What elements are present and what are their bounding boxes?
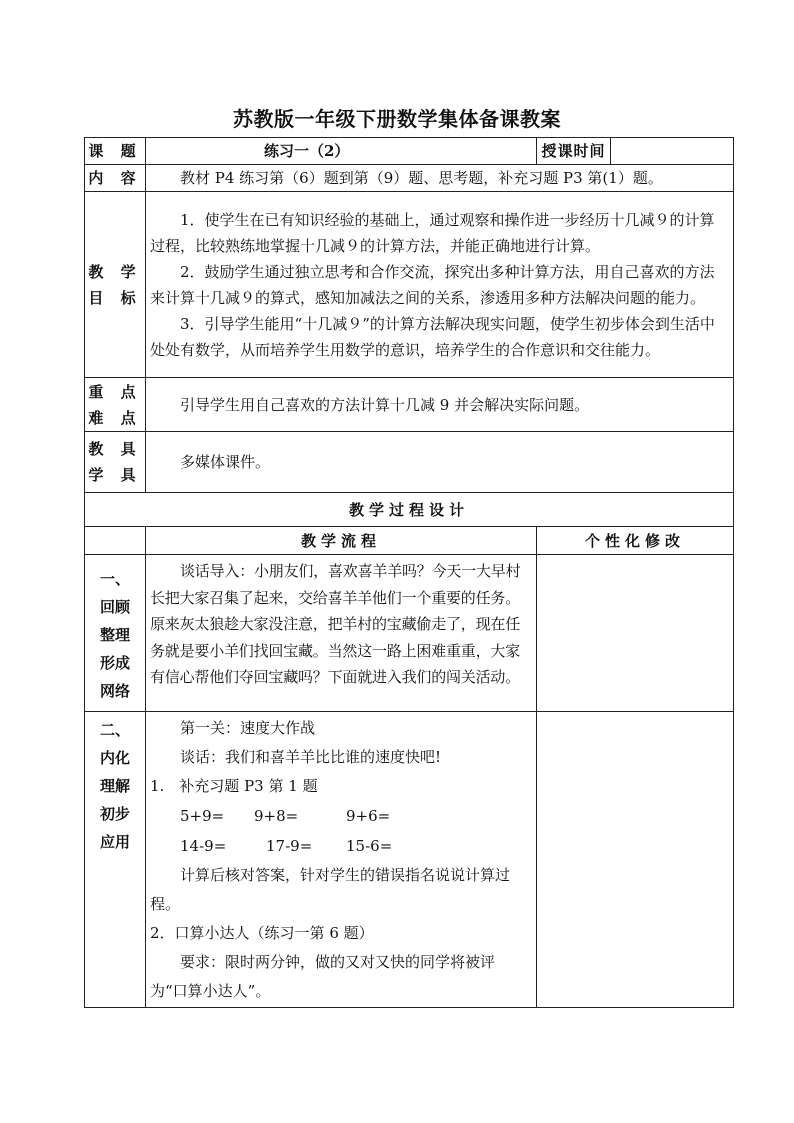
item1-title: 1. 补充习题 P3 第 1 题 [150,777,318,795]
calc-expression: 9+8= [254,807,299,825]
calc-row [150,831,532,861]
calc-expression: 14-9= [180,837,227,855]
section1-text: 谈话导入：小朋友们，喜欢喜羊羊吗？今天一大早村长把大家召集了起来，交给喜羊羊他们一个重要的任务。原来灰太狼趁大家没注意，把羊村的宝藏偷走了，现在任务就是要小羊们找回宝藏。当然这一路上困难重重，大家有信心帮他们夺回宝藏吗？下面就进入我们的闯关活动。 [146,555,537,712]
item2-title: 2．口算小达人（练习一第 6 题） [150,924,374,942]
section1-label: 一、 回顾 整理 形成 网络 [85,555,146,712]
document-title: 苏教版一年级下册数学集体备课教案 [233,107,561,131]
key-points-label: 重 点 难 点 [85,378,146,432]
goals-label: 教 学 目 标 [85,192,146,378]
section2-modify [537,712,734,1008]
level1-title: 第一关：速度大作战 [180,719,316,737]
goals-row [85,192,734,378]
key-points-value: 引导学生用自己喜欢的方法计算十几减 9 并会解决实际问题。 [146,378,734,432]
calc-expression: 5+9= [180,807,225,825]
section1-row [85,555,734,712]
goal-item: 3．引导学生能用“十几减９”的计算方法解决现实问题，使学生初步体会到生活中处处有数学，从而培养学生用数学的意识，培养学生的合作意识和交往能力。 [150,314,715,359]
tools-value: 多媒体课件。 [146,432,734,493]
topic-value: 练习一（2） [146,138,537,165]
calc-row [150,801,532,831]
calc-expression: 9+6= [346,807,391,825]
time-value [611,138,734,165]
time-label: 授课时间 [537,138,611,165]
content-row [85,165,734,192]
key-points-row [85,378,734,432]
goals-content [146,192,734,378]
process-col-empty [85,527,146,555]
process-col-modify: 个性化修改 [537,527,734,555]
content-label: 内 容 [85,165,146,192]
tools-row [85,432,734,493]
section2-label: 二、 内化 理解 初步 应用 [85,712,146,1008]
check-text: 计算后核对答案，针对学生的错误指名说说计算过程。 [150,866,511,913]
goal-item: 1．使学生在已有知识经验的基础上，通过观察和操作进一步经历十几减９的计算过程，比较熟练地掌握十几减９的计算方法，并能正确地进行计算。 [150,210,715,255]
talk-text: 谈话：我们和喜羊羊比比谁的速度快吧! [180,748,442,766]
content-value: 教材 P4 练习第（6）题到第（9）题、思考题，补充习题 P3 第(1）题。 [146,165,734,192]
lesson-plan-table [84,137,734,1008]
process-heading: 教学过程设计 [85,493,734,527]
section2-content [146,712,537,1008]
section2-row [85,712,734,1008]
tools-label: 教 具 学 具 [85,432,146,493]
topic-row [85,138,734,165]
requirement-text: 要求：限时两分钟，做的又对又快的同学将被评为“口算小达人”。 [150,953,496,1000]
topic-label: 课 题 [85,138,146,165]
section1-modify [537,555,734,712]
process-col-flow: 教学流程 [146,527,537,555]
goal-item: 2．鼓励学生通过独立思考和合作交流，探究出多种计算方法，用自己喜欢的方法来计算十几减９的算式，感知加减法之间的关系，渗透用多种方法解决问题的能力。 [150,262,715,307]
calc-expression: 17-9= [266,837,313,855]
calc-expression: 15-6= [346,837,393,855]
process-heading-row [85,493,734,527]
process-columns-row [85,527,734,555]
